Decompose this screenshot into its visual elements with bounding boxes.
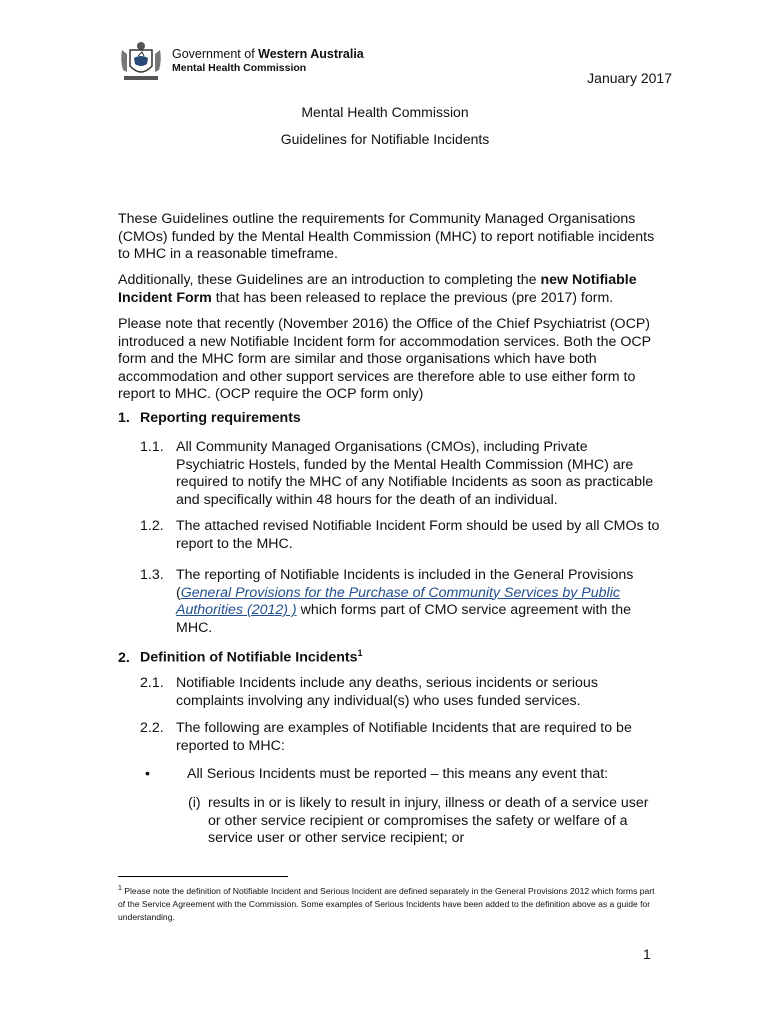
section-2-item-1: 2.1. Notifiable Incidents include any deaths, serious incidents or serious complaints involving any individual(s) who uses funded services.	[140, 675, 598, 709]
intro-paragraph-3: Please note that recently (November 2016) the Office of the Chief Psychiatrist (OCP) introduced a new Notifiable Incident form for accommodation services. Both the OCP form and the MHC form are similar and those organisations which have both accommodation and other support services are therefore able to use either form to report to MHC. (OCP require the OCP form only)	[118, 316, 651, 402]
sub-item-i: (i) results in or is likely to result in injury, illness or death of a service user or other service recipient or compromises the safety or welfare of a service user or other service recipient; or	[188, 795, 649, 846]
document-title-2: Guidelines for Notifiable Incidents	[280, 131, 490, 147]
wa-government-crest-icon	[118, 40, 164, 84]
agency-name: Mental Health Commission	[172, 62, 307, 74]
intro-paragraph-1: These Guidelines outline the requirements for Community Managed Organisations (CMOs) funded by the Mental Health Commission (MHC) to report notifiable incidents to MHC in a reasonable timeframe.	[118, 211, 655, 262]
document-date: January 2017	[587, 70, 672, 86]
section-1-heading: 1. Reporting requirements	[118, 410, 301, 426]
section-1-item-2: 1.2. The attached revised Notifiable Incident Form should be used by all CMOs to report to the MHC.	[140, 518, 660, 552]
section-1-item-3: 1.3. The reporting of Notifiable Incidents is included in the General Provisions (General Provisions for the Purchase of Community Services by Public Authorities (2012) ) which forms part of CMO service agreement with the MHC.	[140, 567, 634, 636]
general-provisions-link[interactable]: General Provisions for the Purchase of Community Services by Public Authorities (2012) )	[176, 584, 620, 618]
document-title-1: Mental Health Commission	[301, 104, 469, 120]
gov-state: Western Australia	[258, 47, 364, 61]
footnote-reference: 1	[357, 648, 363, 658]
intro-paragraph-2: Additionally, these Guidelines are an introduction to completing the new Notifiable Incident Form that has been released to replace the previous (pre 2017) form.	[118, 272, 637, 306]
gov-prefix: Government of	[172, 47, 259, 61]
footnote: $^1$ Please note the definition of Notifiable Incident and Serious Incident are defined separately in the General Provisions 2012 which forms part of the Service Agreement with the Commission. Some examples of Serious Incidents have been added to the definition above as a guide for understanding.	[118, 885, 655, 922]
government-branding	[172, 47, 364, 75]
section-2-item-2: 2.2. The following are examples of Notifiable Incidents that are required to be reported to MHC:	[140, 720, 632, 754]
section-2-heading: 2. Definition of Notifiable Incidents$^1$	[118, 648, 363, 666]
footnote-divider	[118, 876, 288, 877]
section-1-item-1: 1.1. All Community Managed Organisations (CMOs), including Private Psychiatric Hostels, funded by the Mental Health Commission (MHC) are required to notify the MHC of any Notifiable Incidents as soon as practicable and specifically within 48 hours for the death of an individual.	[140, 439, 654, 508]
page-number: 1	[643, 946, 651, 962]
